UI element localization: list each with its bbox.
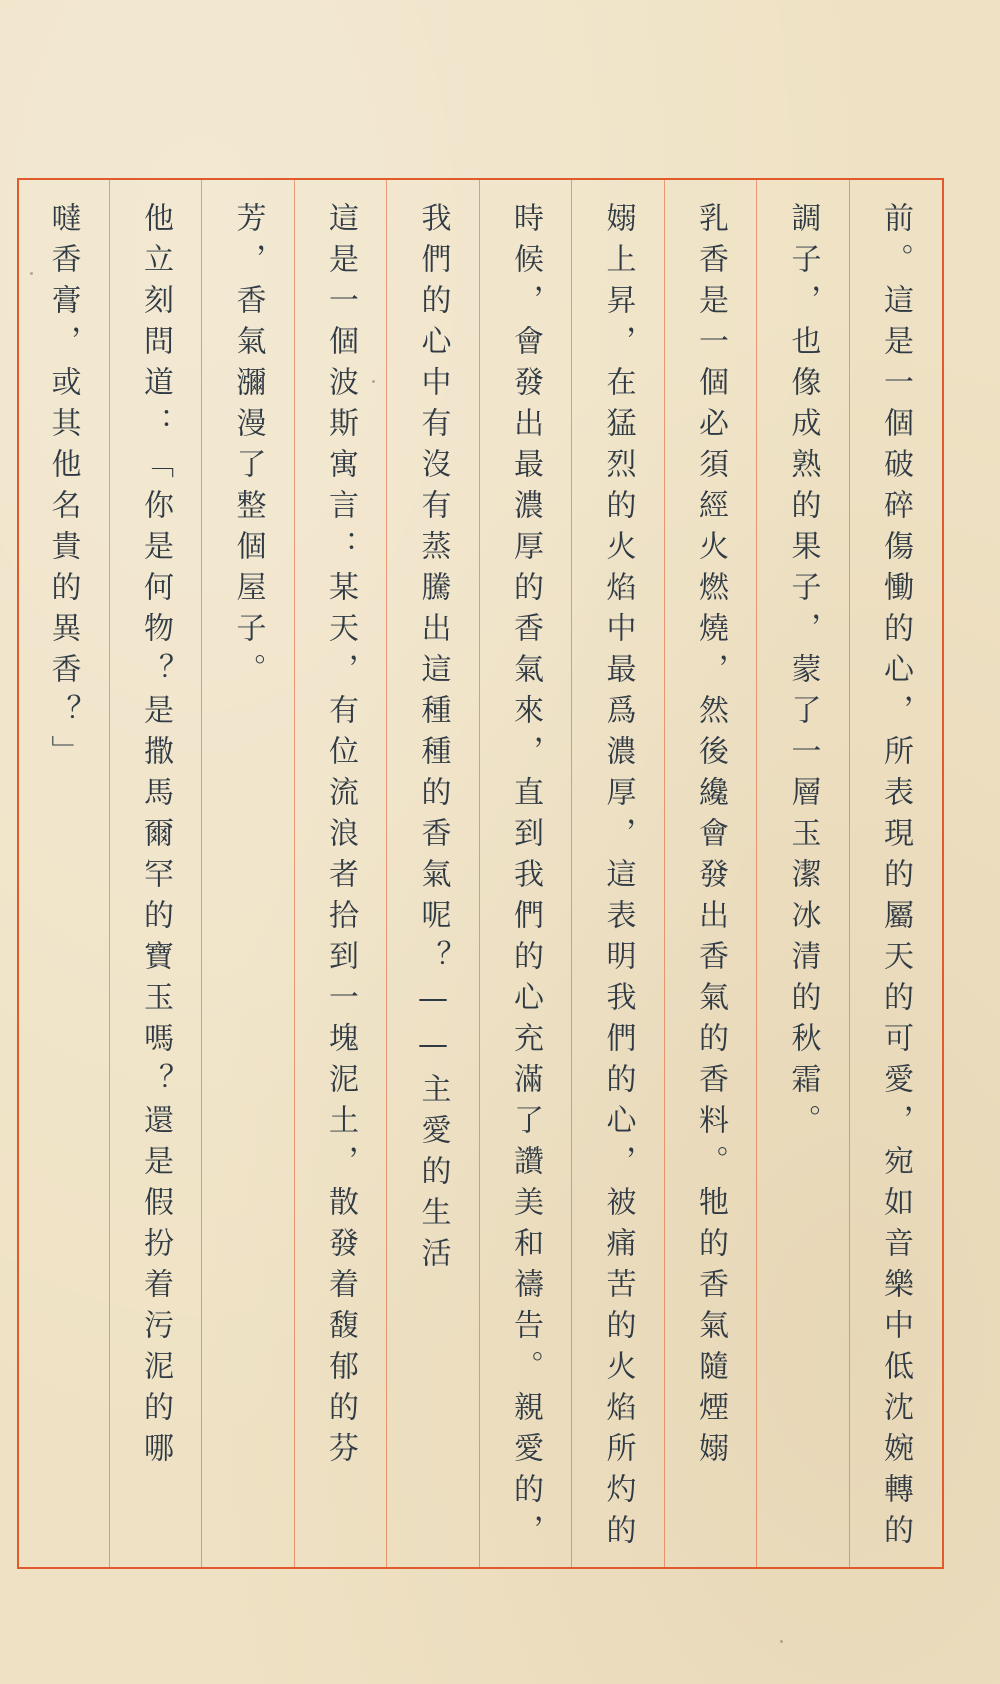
column-text: 噠香膏，或其他名貴的異香？」 xyxy=(45,202,81,776)
column-text: 他立刻問道：「你是何物？是撒馬爾罕的寶玉嗎？還是假扮着污泥的哪 xyxy=(138,202,173,1473)
text-column-5 xyxy=(479,180,572,1567)
text-column-6 xyxy=(386,180,479,1567)
column-text: 乳香是一個必須經火燃燒，然後纔會發出香氣的香料。牠的香氣隨煙嫋 xyxy=(693,202,728,1473)
text-column-1 xyxy=(849,180,942,1567)
column-text: 時候，會發出最濃厚的香氣來，直到我們的心充滿了讚美和禱告。親愛的， xyxy=(508,202,543,1555)
text-frame xyxy=(17,178,944,1569)
column-text: 前。這是一個破碎傷慟的心，所表現的屬天的可愛，宛如音樂中低沈婉轉的 xyxy=(878,202,913,1555)
column-text: 我們的心中有沒有蒸騰出這種種的香氣呢？——主愛的生活 xyxy=(415,202,451,1278)
text-column-8 xyxy=(201,180,294,1567)
text-column-9 xyxy=(109,180,202,1567)
column-text: 嫋上昇，在猛烈的火焰中最爲濃厚，這表明我們的心，被痛苦的火焰所灼的 xyxy=(600,202,636,1555)
column-text: 芳，香氣瀰漫了整個屋子。 xyxy=(230,202,266,694)
column-text: 調子，也像成熟的果子，蒙了一層玉潔冰清的秋霜。 xyxy=(785,202,821,1145)
paper-speck xyxy=(30,272,33,275)
text-column-10 xyxy=(16,180,109,1567)
text-column-2 xyxy=(756,180,849,1567)
paper-speck xyxy=(780,1640,783,1643)
text-column-3 xyxy=(664,180,757,1567)
paper-speck xyxy=(372,380,375,383)
text-column-7 xyxy=(294,180,387,1567)
text-column-4 xyxy=(571,180,664,1567)
column-text: 這是一個波斯寓言：某天，有位流浪者拾到一塊泥土，散發着馥郁的芬 xyxy=(323,202,358,1473)
